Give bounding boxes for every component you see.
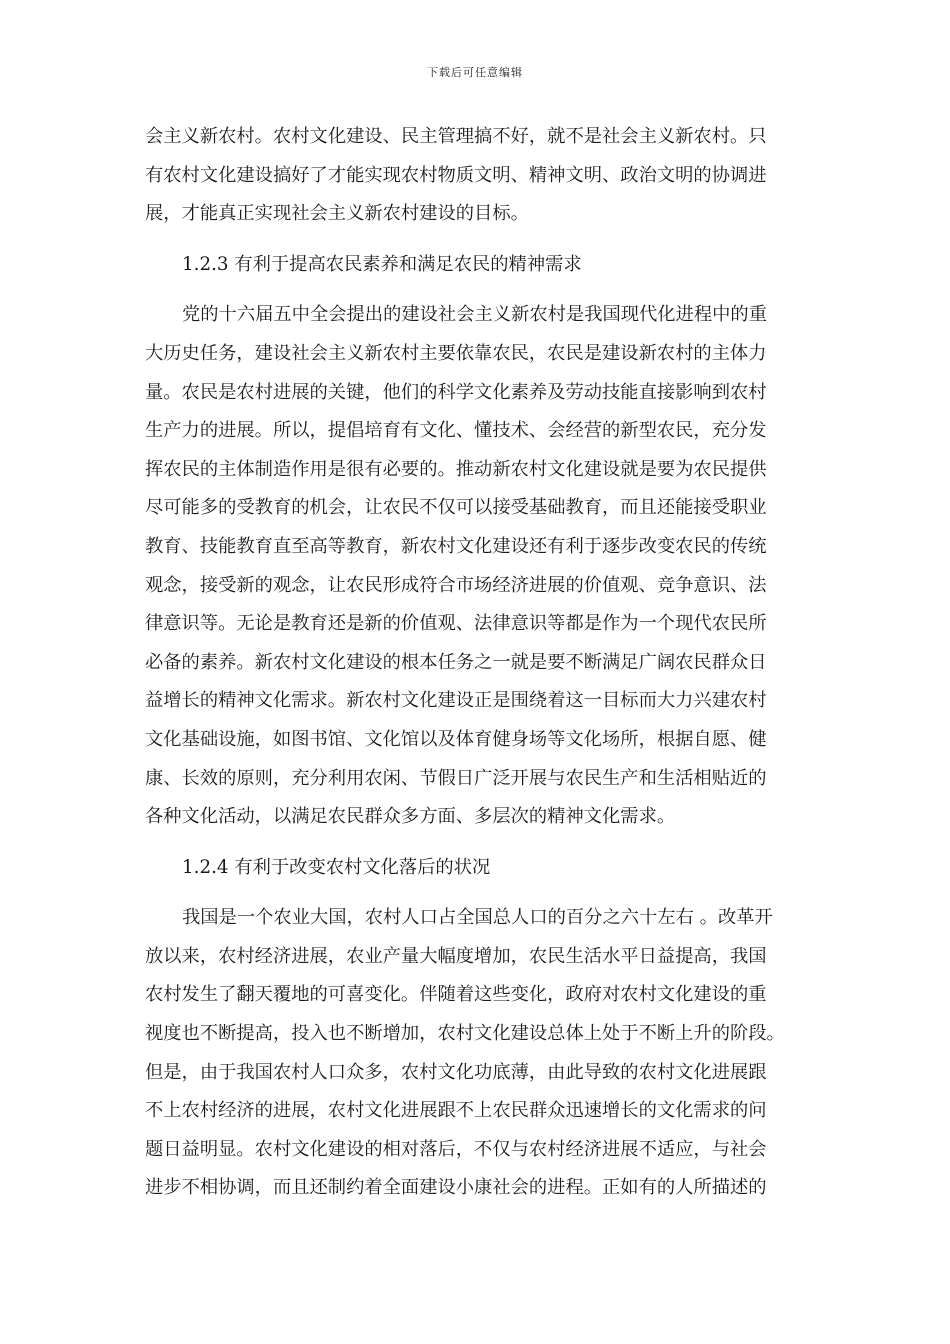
text-line: 党的十六届五中全会提出的建设社会主义新农村是我国现代化进程中的重	[182, 304, 767, 326]
text-line: 康、长效的原则，充分利用农闲、节假日广泛开展与农民生产和生活相贴近的	[145, 767, 767, 789]
text-line: 大历史任务，建设社会主义新农村主要依靠农民，农民是建设新农村的主体力	[145, 342, 767, 364]
text-line: 会主义新农村。农村文化建设、民主管理搞不好，就不是社会主义新农村。只	[145, 126, 767, 147]
text-line: 展，才能真正实现社会主义新农村建设的目标。	[145, 203, 529, 225]
text-line: 不上农村经济的进展，农村文化进展跟不上农民群众迅速增长的文化需求的问	[145, 1100, 767, 1122]
text-line: 进步不相协调，而且还制约着全面建设小康社会的进程。正如有的人所描述的	[145, 1177, 767, 1199]
text-line: 文化基础设施，如图书馆、文化馆以及体育健身场等文化场所，根据自愿、健	[145, 728, 767, 750]
text-line: 益增长的精神文化需求。新农村文化建设正是围绕着这一目标而大力兴建农村	[145, 690, 767, 712]
paragraph	[145, 899, 805, 1208]
text-line: 农村发生了翻天覆地的可喜变化。伴随着这些变化，政府对农村文化建设的重	[145, 984, 767, 1006]
paragraph	[145, 118, 805, 234]
text-line: 我国是一个农业大国，农村人口占全国总人口的百分之六十左右 。改革开	[182, 907, 773, 929]
paragraph	[145, 296, 805, 836]
text-line: 量。农民是农村进展的关键，他们的科学文化素养及劳动技能直接影响到农村	[145, 381, 767, 403]
text-line: 观念，接受新的观念，让农民形成符合市场经济进展的价值观、竞争意识、法	[145, 574, 767, 596]
text-line: 各种文化活动，以满足农民群众多方面、多层次的精神文化需求。	[145, 806, 676, 828]
text-line: 教育、技能教育直至高等教育，新农村文化建设还有利于逐步改变农民的传统	[145, 535, 767, 557]
text-line: 视度也不断提高，投入也不断增加，农村文化建设总体上处于不断上升的阶段。	[145, 1023, 785, 1045]
text-line: 律意识等。无论是教育还是新的价值观、法律意识等都是作为一个现代农民所	[145, 613, 767, 635]
page-header: 下载后可任意编辑	[427, 66, 523, 79]
text-line: 生产力的进展。所以，提倡培育有文化、懂技术、会经营的新型农民，充分发	[145, 420, 767, 442]
text-line: 题日益明显。农村文化建设的相对落后，不仅与农村经济进展不适应，与社会	[145, 1138, 767, 1160]
document-body	[145, 118, 805, 1208]
text-line: 有农村文化建设搞好了才能实现农村物质文明、精神文明、政治文明的协调进	[145, 164, 767, 186]
section-heading: 1.2.3 有利于提高农民素养和满足农民的精神需求	[182, 253, 582, 275]
section-heading: 1.2.4 有利于改变农村文化落后的状况	[182, 856, 491, 878]
text-line: 尽可能多的受教育的机会，让农民不仅可以接受基础教育，而且还能接受职业	[145, 497, 767, 519]
text-line: 但是，由于我国农村人口众多，农村文化功底薄，由此导致的农村文化进展跟	[145, 1061, 767, 1083]
text-line: 挥农民的主体制造作用是很有必要的。推动新农村文化建设就是要为农民提供	[145, 458, 767, 480]
text-line: 必备的素养。新农村文化建设的根本任务之一就是要不断满足广阔农民群众日	[145, 651, 767, 673]
text-line: 放以来，农村经济进展，农业产量大幅度增加，农民生活水平日益提高，我国	[145, 945, 767, 967]
